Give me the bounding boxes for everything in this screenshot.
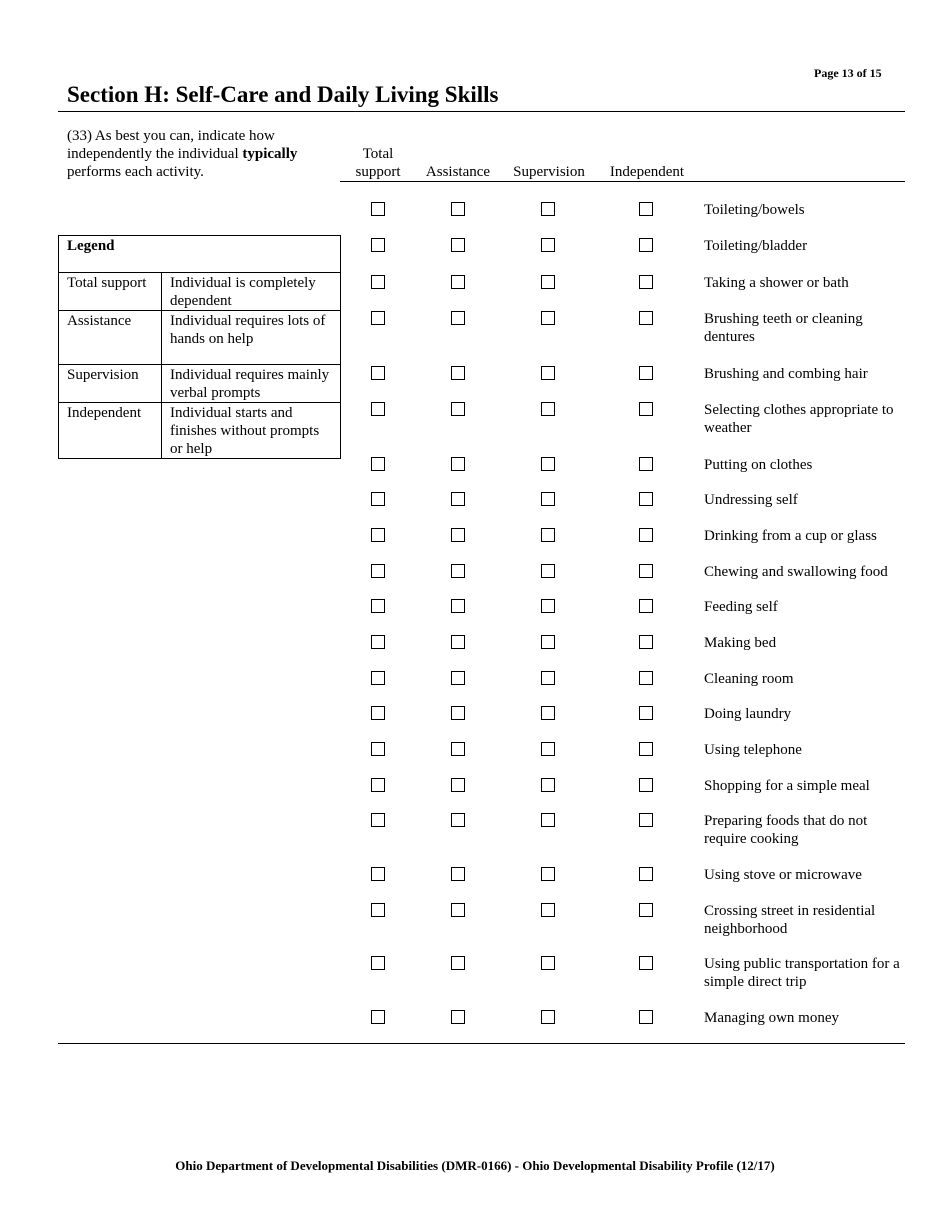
independent-checkbox[interactable] — [639, 599, 653, 613]
independent-checkbox[interactable] — [639, 311, 653, 325]
legend-heading: Legend — [59, 236, 341, 273]
total-support-checkbox[interactable] — [371, 238, 385, 252]
supervision-checkbox[interactable] — [541, 867, 555, 881]
independent-checkbox[interactable] — [639, 402, 653, 416]
activity-label: Toileting/bowels — [704, 202, 805, 218]
activity-label: Crossing street in residential neighborhood — [704, 903, 876, 937]
supervision-checkbox[interactable] — [541, 202, 555, 216]
supervision-checkbox[interactable] — [541, 956, 555, 970]
total-support-checkbox[interactable] — [371, 275, 385, 289]
independent-checkbox[interactable] — [639, 813, 653, 827]
assistance-checkbox[interactable] — [451, 635, 465, 649]
total-support-checkbox[interactable] — [371, 599, 385, 613]
total-support-checkbox[interactable] — [371, 202, 385, 216]
activity-label: Using stove or microwave — [704, 867, 862, 883]
total-support-checkbox[interactable] — [371, 635, 385, 649]
activity-label: Cleaning room — [704, 671, 794, 687]
activity-label: Preparing foods that do not require cooking — [704, 813, 868, 847]
total-support-checkbox[interactable] — [371, 867, 385, 881]
independent-checkbox[interactable] — [639, 366, 653, 380]
supervision-checkbox[interactable] — [541, 742, 555, 756]
assistance-checkbox[interactable] — [451, 778, 465, 792]
supervision-checkbox[interactable] — [541, 778, 555, 792]
legend-heading-row — [59, 236, 341, 273]
independent-checkbox[interactable] — [639, 903, 653, 917]
activity-label: Selecting clothes appropriate to weather — [704, 402, 894, 436]
total-support-checkbox[interactable] — [371, 706, 385, 720]
independent-checkbox[interactable] — [639, 706, 653, 720]
legend-row — [59, 403, 341, 459]
activity-label: Brushing teeth or cleaning dentures — [704, 311, 863, 345]
column-header-independent: Independent — [609, 164, 685, 180]
assistance-checkbox[interactable] — [451, 867, 465, 881]
activity-label: Toileting/bladder — [704, 238, 808, 254]
total-support-checkbox[interactable] — [371, 1010, 385, 1024]
column-header-total-support — [348, 145, 408, 181]
legend-term: Assistance — [59, 311, 162, 365]
assistance-checkbox[interactable] — [451, 706, 465, 720]
total-support-checkbox[interactable] — [371, 311, 385, 325]
assistance-checkbox[interactable] — [451, 492, 465, 506]
supervision-checkbox[interactable] — [541, 457, 555, 471]
title-divider — [58, 111, 905, 112]
independent-checkbox[interactable] — [639, 956, 653, 970]
activity-label: Brushing and combing hair — [704, 366, 868, 382]
total-support-checkbox[interactable] — [371, 457, 385, 471]
assistance-checkbox[interactable] — [451, 528, 465, 542]
assistance-checkbox[interactable] — [451, 311, 465, 325]
activity-label: Undressing self — [704, 492, 798, 508]
supervision-checkbox[interactable] — [541, 706, 555, 720]
activity-label: Using public transportation for a simple direct trip — [704, 956, 900, 990]
total-support-checkbox[interactable] — [371, 492, 385, 506]
activity-label: Managing own money — [704, 1010, 839, 1026]
supervision-checkbox[interactable] — [541, 528, 555, 542]
activity-label: Chewing and swallowing food — [704, 564, 888, 580]
section-title: Section H: Self-Care and Daily Living Skills — [67, 82, 499, 107]
assistance-checkbox[interactable] — [451, 599, 465, 613]
legend-description: Individual requires mainly verbal prompts — [162, 365, 341, 403]
activity-label: Feeding self — [704, 599, 778, 615]
total-support-checkbox[interactable] — [371, 564, 385, 578]
total-support-checkbox[interactable] — [371, 778, 385, 792]
legend-description: Individual requires lots of hands on help — [162, 311, 341, 365]
legend-row — [59, 365, 341, 403]
independent-checkbox[interactable] — [639, 275, 653, 289]
activity-label: Putting on clothes — [704, 457, 813, 473]
supervision-checkbox[interactable] — [541, 366, 555, 380]
total-support-checkbox[interactable] — [371, 366, 385, 380]
assistance-checkbox[interactable] — [451, 903, 465, 917]
assistance-checkbox[interactable] — [451, 671, 465, 685]
independent-checkbox[interactable] — [639, 238, 653, 252]
independent-checkbox[interactable] — [639, 778, 653, 792]
supervision-checkbox[interactable] — [541, 492, 555, 506]
total-support-checkbox[interactable] — [371, 402, 385, 416]
supervision-checkbox[interactable] — [541, 903, 555, 917]
activity-label: Drinking from a cup or glass — [704, 528, 877, 544]
supervision-checkbox[interactable] — [541, 599, 555, 613]
bottom-divider — [58, 1043, 905, 1044]
footer-text: Ohio Department of Developmental Disabilities (DMR-0166) - Ohio Developmental Disability Profile (12/17) — [175, 1158, 775, 1173]
total-support-checkbox[interactable] — [371, 813, 385, 827]
activity-label: Making bed — [704, 635, 777, 651]
supervision-checkbox[interactable] — [541, 238, 555, 252]
supervision-checkbox[interactable] — [541, 402, 555, 416]
legend-description: Individual is completely dependent — [162, 273, 341, 311]
legend-term: Supervision — [59, 365, 162, 403]
assistance-checkbox[interactable] — [451, 813, 465, 827]
total-support-checkbox[interactable] — [371, 671, 385, 685]
question-text — [67, 127, 332, 181]
independent-checkbox[interactable] — [639, 671, 653, 685]
legend-row — [59, 311, 341, 365]
assistance-checkbox[interactable] — [451, 956, 465, 970]
question-text-after: performs each activity. — [67, 164, 204, 180]
assistance-checkbox[interactable] — [451, 742, 465, 756]
activity-label: Doing laundry — [704, 706, 792, 722]
header-divider — [340, 181, 905, 182]
legend-term: Independent — [59, 403, 162, 459]
independent-checkbox[interactable] — [639, 742, 653, 756]
assistance-checkbox[interactable] — [451, 202, 465, 216]
activity-label: Using telephone — [704, 742, 802, 758]
assistance-checkbox[interactable] — [451, 238, 465, 252]
assistance-checkbox[interactable] — [451, 457, 465, 471]
column-header-total-support-line1: Total — [362, 146, 394, 162]
column-header-total-support-line2: support — [355, 164, 401, 180]
supervision-checkbox[interactable] — [541, 813, 555, 827]
independent-checkbox[interactable] — [639, 202, 653, 216]
supervision-checkbox[interactable] — [541, 635, 555, 649]
assistance-checkbox[interactable] — [451, 275, 465, 289]
total-support-checkbox[interactable] — [371, 903, 385, 917]
independent-checkbox[interactable] — [639, 867, 653, 881]
activity-label: Shopping for a simple meal — [704, 778, 870, 794]
total-support-checkbox[interactable] — [371, 956, 385, 970]
independent-checkbox[interactable] — [639, 457, 653, 471]
legend-description: Individual starts and finishes without prompts or help — [162, 403, 341, 459]
supervision-checkbox[interactable] — [541, 311, 555, 325]
total-support-checkbox[interactable] — [371, 528, 385, 542]
total-support-checkbox[interactable] — [371, 742, 385, 756]
question-text-before: (33) As best you can, indicate how independently the individual — [67, 128, 275, 162]
assistance-checkbox[interactable] — [451, 1010, 465, 1024]
supervision-checkbox[interactable] — [541, 275, 555, 289]
independent-checkbox[interactable] — [639, 1010, 653, 1024]
independent-checkbox[interactable] — [639, 528, 653, 542]
independent-checkbox[interactable] — [639, 564, 653, 578]
column-header-supervision: Supervision — [513, 164, 585, 180]
question-text-bold: typically — [242, 146, 298, 162]
supervision-checkbox[interactable] — [541, 1010, 555, 1024]
legend-row — [59, 273, 341, 311]
assistance-checkbox[interactable] — [451, 564, 465, 578]
column-header-assistance: Assistance — [425, 164, 491, 180]
independent-checkbox[interactable] — [639, 635, 653, 649]
independent-checkbox[interactable] — [639, 492, 653, 506]
assistance-checkbox[interactable] — [451, 366, 465, 380]
legend-table — [58, 235, 341, 459]
supervision-checkbox[interactable] — [541, 671, 555, 685]
supervision-checkbox[interactable] — [541, 564, 555, 578]
page-number: Page 13 of 15 — [814, 66, 882, 80]
assistance-checkbox[interactable] — [451, 402, 465, 416]
legend-term: Total support — [59, 273, 162, 311]
activity-label: Taking a shower or bath — [704, 275, 849, 291]
